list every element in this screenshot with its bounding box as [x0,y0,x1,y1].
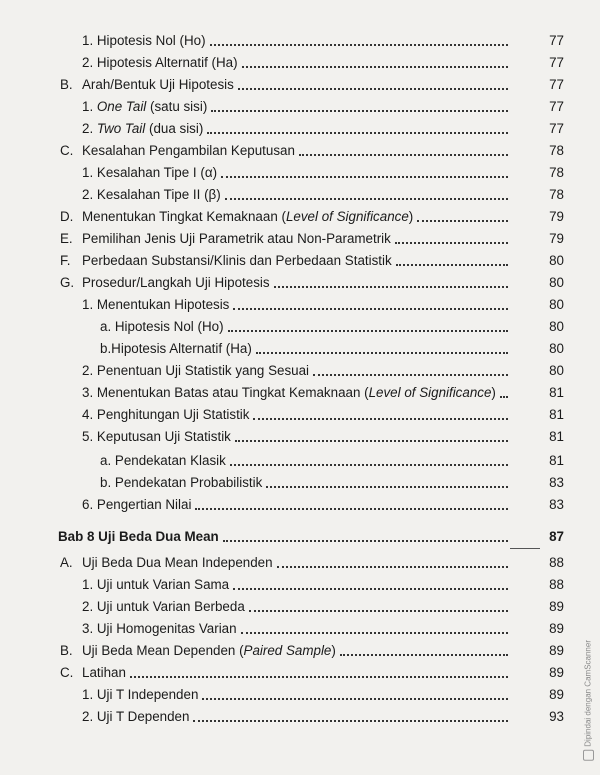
toc-section: F. Perbedaan Substansi/Klinis dan Perbedaan Statistik 80 [60,253,564,268]
toc-entry: 2. Penentuan Uji Statistik yang Sesuai 80 [82,363,564,378]
toc-entry: 3. Uji Homogenitas Varian 89 [82,621,564,636]
toc-entry: 2. Kesalahan Tipe II (β) 78 [82,187,564,202]
toc-entry: 2. Uji T Dependen 93 [82,709,564,724]
toc-entry: 2. Uji untuk Varian Berbeda 89 [82,599,564,614]
toc-entry: 6. Pengertian Nilai 83 [82,497,564,512]
toc-section: A. Uji Beda Dua Mean Independen 88 [60,555,564,570]
toc-section: C. Kesalahan Pengambilan Keputusan 78 [60,143,564,158]
toc-section: G. Prosedur/Langkah Uji Hipotesis 80 [60,275,564,290]
toc-section: E. Pemilihan Jenis Uji Parametrik atau Non-Parametrik 79 [60,231,564,246]
toc-entry: 3. Menentukan Batas atau Tingkat Kemaknaan (Level of Significance) 81 [82,385,564,400]
toc-entry: 2. Hipotesis Alternatif (Ha) 77 [82,55,564,70]
toc-entry: 1. Hipotesis Nol (Ho) 77 [82,33,564,48]
chapter-rule [510,548,540,549]
toc-entry: 1. Menentukan Hipotesis 80 [82,297,564,312]
toc-entry: 1. Uji untuk Varian Sama 88 [82,577,564,592]
toc-section: D. Menentukan Tingkat Kemaknaan (Level of Significance) 79 [60,209,564,224]
toc-entry: 5. Keputusan Uji Statistik 81 [82,429,564,444]
toc-subentry: b.Hipotesis Alternatif (Ha) 80 [100,341,564,356]
toc-entry: 4. Penghitungan Uji Statistik 81 [82,407,564,422]
toc-subentry: b. Pendekatan Probabilistik 83 [100,475,564,490]
camscanner-logo-icon [583,750,594,761]
toc-entry: 1. Kesalahan Tipe I (α) 78 [82,165,564,180]
toc-entry: 1. One Tail (satu sisi) 77 [82,99,564,114]
toc-chapter: Bab 8 Uji Beda Dua Mean 87 [58,529,564,544]
toc-subentry: a. Hipotesis Nol (Ho) 80 [100,319,564,334]
toc-entry: 2. Two Tail (dua sisi) 77 [82,121,564,136]
toc-section: B. Uji Beda Mean Dependen (Paired Sample) 89 [60,643,564,658]
scanner-watermark: Dipindai dengan CamScanner [583,640,594,761]
toc-entry: 1. Uji T Independen 89 [82,687,564,702]
toc-section: B. Arah/Bentuk Uji Hipotesis 77 [60,77,564,92]
toc-subentry: a. Pendekatan Klasik 81 [100,453,564,468]
toc-section: C. Latihan 89 [60,665,564,680]
